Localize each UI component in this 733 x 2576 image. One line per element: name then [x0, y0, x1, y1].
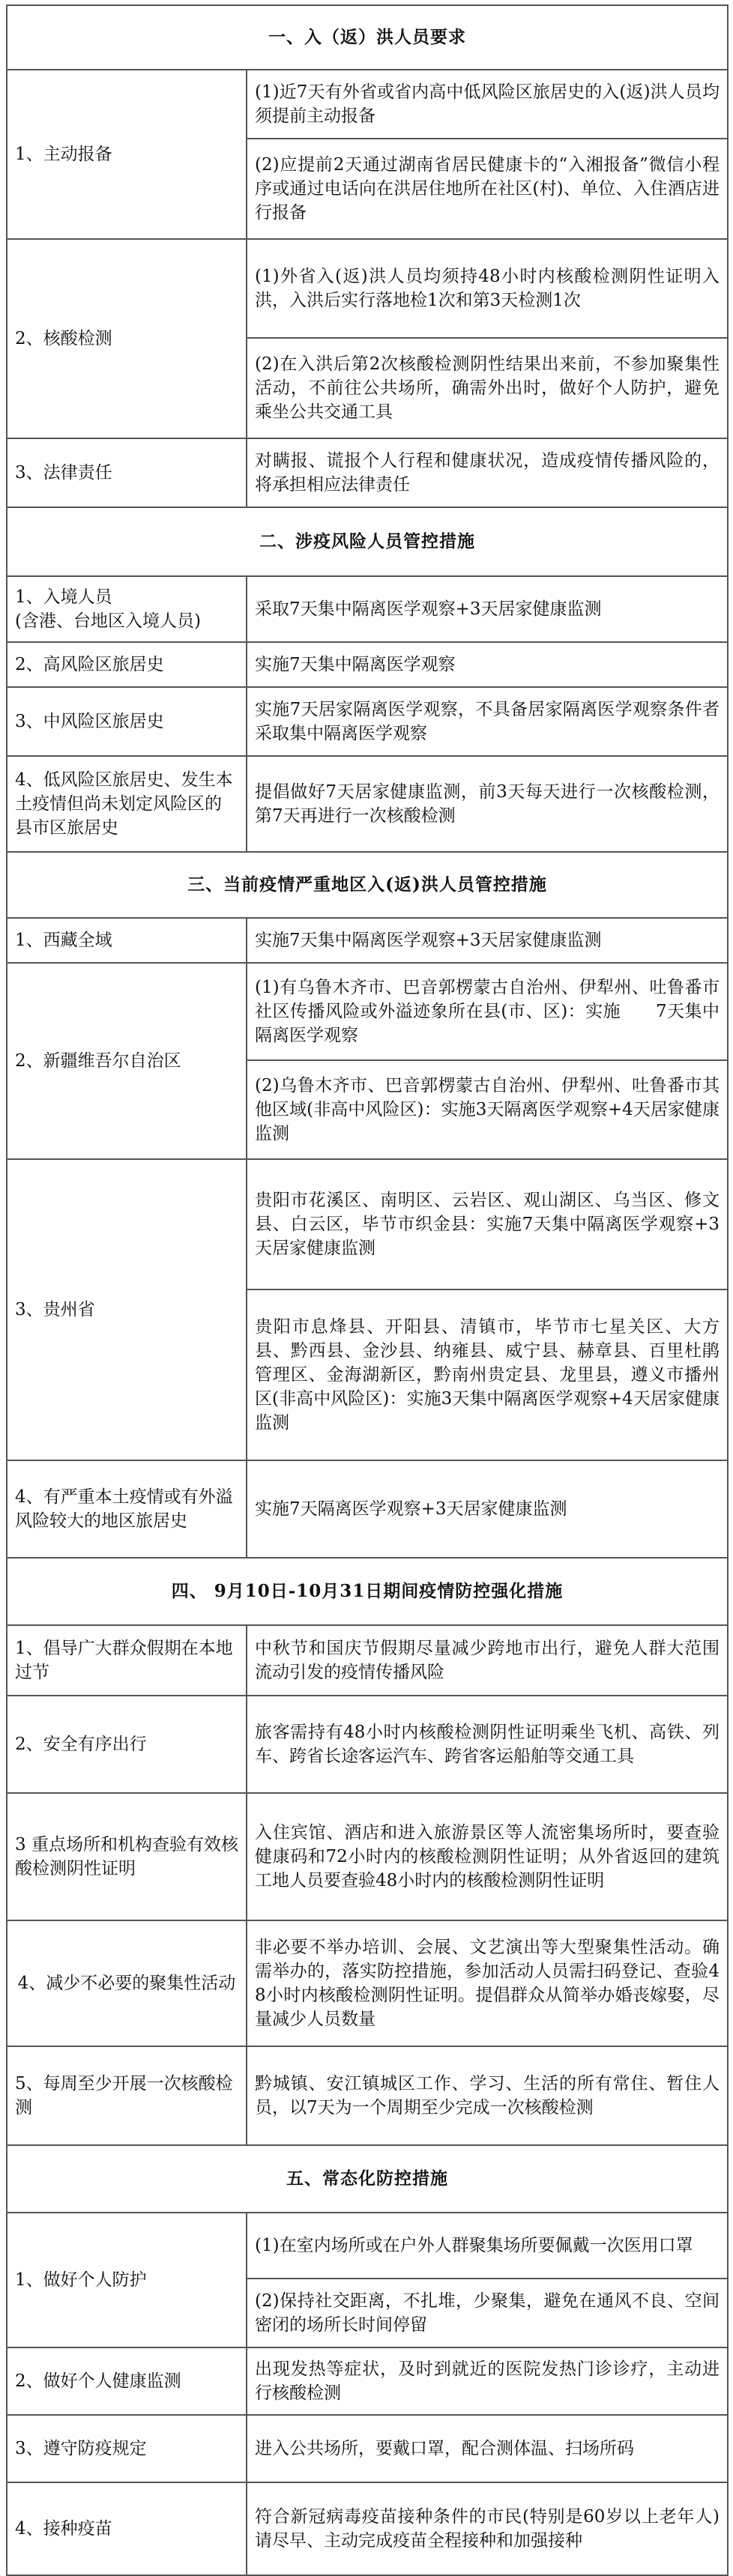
- detail-cell: 实施7天集中隔离医学观察+3天居家健康监测: [247, 918, 728, 963]
- detail-cell: 非必要不举办培训、会展、文艺演出等大型聚集性活动。确需举办的，落实防控措施，参加活动人员需扫码登记、查验48小时内核酸检测阴性证明。提倡群众从简举办婚丧嫁娶，尽量减少人员数量: [247, 1920, 728, 2046]
- detail-cell: 入住宾馆、酒店和进入旅游景区等人流密集场所时，要查验健康码和72小时内的核酸检测阴性证明；从外省返回的建筑工地人员要查验48小时内的核酸检测阴性证明: [247, 1793, 728, 1920]
- detail-cell: 采取7天集中隔离医学观察+3天居家健康监测: [247, 576, 728, 642]
- detail-cell: 实施7天隔离医学观察+3天居家健康监测: [247, 1460, 728, 1558]
- section-title: 五、常态化防控措施: [7, 2145, 728, 2213]
- table-row: [7, 1159, 728, 1289]
- detail-cell: 实施7天集中隔离医学观察: [247, 642, 728, 687]
- section-title: 四、 9月10日-10月31日期间疫情防控强化措施: [7, 1558, 728, 1625]
- category-cell: 2、新疆维吾尔自治区: [7, 963, 247, 1159]
- detail-cell: (2)保持社交距离，不扎堆，少聚集，避免在通风不良、空间密闭的场所长时间停留: [247, 2279, 728, 2347]
- table-row: [7, 576, 728, 642]
- table-row: [7, 2213, 728, 2279]
- detail-cell: (2)乌鲁木齐市、巴音郭楞蒙古自治州、伊犁州、吐鲁番市其他区域(非高中风险区)：实施3天隔离医学观察+4天居家健康监测: [247, 1060, 728, 1159]
- detail-cell: (1)在室内场所或在户外人群聚集场所要佩戴一次医用口罩: [247, 2213, 728, 2279]
- detail-cell: (1)外省入(返)洪人员均须持48小时内核酸检测阴性证明入洪，入洪后实行落地检1次和第3天检测1次: [247, 239, 728, 338]
- table-row: [7, 1793, 728, 1920]
- section-header-row: [7, 1558, 728, 1625]
- section-header-row: [7, 507, 728, 576]
- category-cell: 4、接种疫苗: [7, 2482, 247, 2575]
- detail-cell: (1)近7天有外省或省内高中低风险区旅居史的入(返)洪人员均须提前主动报备: [247, 70, 728, 139]
- detail-cell: (2)应提前2天通过湖南省居民健康卡的“入湘报备”微信小程序或通过电话向在洪居住地所在社区(村)、单位、入住酒店进行报备: [247, 139, 728, 239]
- table-row: [7, 438, 728, 507]
- table-row: [7, 1920, 728, 2046]
- category-cell: 4、低风险区旅居史、发生本土疫情但尚未划定风险区的县市区旅居史: [7, 756, 247, 852]
- table-row: [7, 1460, 728, 1558]
- category-cell: 3、中风险区旅居史: [7, 687, 247, 756]
- table-row: [7, 2046, 728, 2145]
- detail-cell: 符合新冠病毒疫苗接种条件的市民(特别是60岁以上老年人)请尽早、主动完成疫苗全程接种和加强接种: [247, 2482, 728, 2575]
- detail-cell: 提倡做好7天居家健康监测，前3天每天进行一次核酸检测，第7天再进行一次核酸检测: [247, 756, 728, 852]
- table-row: [7, 1696, 728, 1793]
- detail-cell: 进入公共场所，要戴口罩，配合测体温、扫场所码: [247, 2415, 728, 2482]
- detail-cell: 出现发热等症状，及时到就近的医院发热门诊诊疗，主动进行核酸检测: [247, 2347, 728, 2415]
- detail-cell: 旅客需持有48小时内核酸检测阴性证明乘坐飞机、高铁、列车、跨省长途客运汽车、跨省客运船舶等交通工具: [247, 1696, 728, 1793]
- category-cell: 3 重点场所和机构查验有效核酸检测阴性证明: [7, 1793, 247, 1920]
- section-title: 一、入（返）洪人员要求: [7, 5, 728, 70]
- category-cell: 4、减少不必要的聚集性活动: [7, 1920, 247, 2046]
- table-row: [7, 1625, 728, 1696]
- category-cell: 2、做好个人健康监测: [7, 2347, 247, 2415]
- detail-cell: (1)有乌鲁木齐市、巴音郭楞蒙古自治州、伊犁州、吐鲁番市社区传播风险或外溢迹象所在县(市、区)：实施 7天集中隔离医学观察: [247, 963, 728, 1060]
- category-cell: 5、每周至少开展一次核酸检测: [7, 2046, 247, 2145]
- detail-cell: (2)在入洪后第2次核酸检测阴性结果出来前，不参加聚集性活动，不前往公共场所，确需外出时，做好个人防护，避免乘坐公共交通工具: [247, 338, 728, 438]
- category-cell: 3、贵州省: [7, 1159, 247, 1460]
- category-cell: 2、高风险区旅居史: [7, 642, 247, 687]
- section-header-row: [7, 852, 728, 918]
- category-cell: 3、遵守防疫规定: [7, 2415, 247, 2482]
- category-cell: 1、主动报备: [7, 70, 247, 239]
- section-header-row: [7, 5, 728, 70]
- table-row: [7, 756, 728, 852]
- table-row: [7, 70, 728, 139]
- category-cell: 3、法律责任: [7, 438, 247, 507]
- category-cell: 1、西藏全域: [7, 918, 247, 963]
- section-title: 三、当前疫情严重地区入(返)洪人员管控措施: [7, 852, 728, 918]
- detail-cell: 对瞒报、谎报个人行程和健康状况，造成疫情传播风险的，将承担相应法律责任: [247, 438, 728, 507]
- section-title: 二、涉疫风险人员管控措施: [7, 507, 728, 576]
- category-cell: 2、安全有序出行: [7, 1696, 247, 1793]
- category-cell: 2、核酸检测: [7, 239, 247, 438]
- table-row: [7, 918, 728, 963]
- table-row: [7, 687, 728, 756]
- table-row: [7, 963, 728, 1060]
- category-cell: 4、有严重本土疫情或有外溢风险较大的地区旅居史: [7, 1460, 247, 1558]
- table-row: [7, 2347, 728, 2415]
- detail-cell: 黔城镇、安江镇城区工作、学习、生活的所有常住、暂住人员，以7天为一个周期至少完成一次核酸检测: [247, 2046, 728, 2145]
- table-row: [7, 239, 728, 338]
- category-cell: 1、倡导广大群众假期在本地过节: [7, 1625, 247, 1696]
- detail-cell: 贵阳市花溪区、南明区、云岩区、观山湖区、乌当区、修文县、白云区，毕节市织金县：实施7天集中隔离医学观察+3天居家健康监测: [247, 1159, 728, 1289]
- policy-table: [6, 4, 729, 2576]
- section-header-row: [7, 2145, 728, 2213]
- table-row: [7, 2482, 728, 2575]
- detail-cell: 实施7天居家隔离医学观察，不具备居家隔离医学观察条件者采取集中隔离医学观察: [247, 687, 728, 756]
- table-row: [7, 2415, 728, 2482]
- detail-cell: 贵阳市息烽县、开阳县、清镇市，毕节市七星关区、大方县、黔西县、金沙县、纳雍县、威宁县、赫章县、百里杜鹃管理区、金海湖新区，黔南州贵定县、龙里县，遵义市播州区(非高中风险区)：实施3天集中隔离医学观察+4天居家健康监测: [247, 1289, 728, 1460]
- table-row: [7, 642, 728, 687]
- category-cell: 1、做好个人防护: [7, 2213, 247, 2347]
- detail-cell: 中秋节和国庆节假期尽量减少跨地市出行，避免人群大范围流动引发的疫情传播风险: [247, 1625, 728, 1696]
- category-cell: 1、入境人员 (含港、台地区入境人员): [7, 576, 247, 642]
